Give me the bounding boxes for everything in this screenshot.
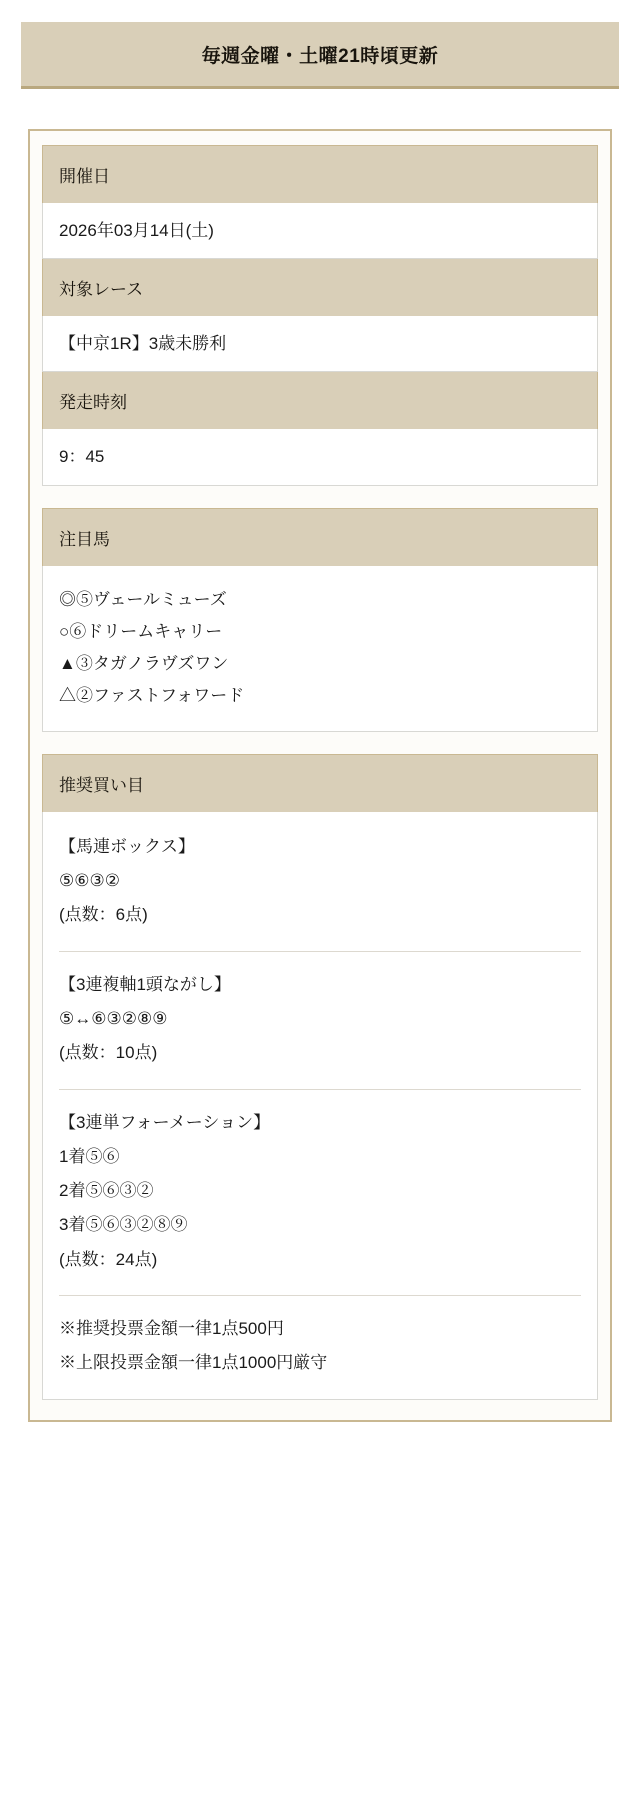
bet-line: 【3連複軸1頭ながし】 [59,974,231,994]
info-value-race: 【中京1R】3歳未勝利 [42,316,598,372]
race-info-section [42,145,598,486]
info-label-date: 開催日 [42,145,598,203]
horse-line: ◎⑤ヴェールミューズ [59,589,227,609]
bet-line: (点数：24点) [59,1249,158,1269]
bet-line: 1着⑤⑥ [59,1146,120,1166]
bet-line: 3着⑤⑥③②⑧⑨ [59,1215,188,1235]
featured-horses-label: 注目馬 [42,508,598,566]
bet-line: ⑤↔⑥③②⑧⑨ [59,1008,168,1028]
info-label-race: 対象レース [42,259,598,316]
bet-group-umaren-box [59,830,581,933]
note-line: ※推奨投票金額一律1点500円 [59,1319,284,1339]
bet-line: 【3連単フォーメーション】 [59,1112,271,1132]
bet-group-sanrenpuku [59,968,581,1071]
recommended-bets-label: 推奨買い目 [42,754,598,812]
featured-horses-section [42,508,598,732]
bet-group-sanrentan [59,1106,581,1277]
info-row-date [42,145,598,259]
bet-line: ⑤⑥③② [59,871,120,891]
divider [59,1089,581,1090]
featured-horses-list [42,566,598,732]
info-value-posttime: 9：45 [42,429,598,485]
race-info-card [28,129,612,1422]
info-row-race [42,259,598,372]
bet-notes [59,1312,581,1381]
horse-line: ▲③タガノラヴズワン [59,654,229,674]
note-line: ※上限投票金額一律1点1000円厳守 [59,1353,328,1373]
bet-line: (点数：10点) [59,1043,158,1063]
info-row-posttime [42,372,598,485]
info-value-date: 2026年03月14日(土) [42,203,598,259]
horse-line: ○⑥ドリームキャリー [59,621,223,641]
horse-line: △②ファストフォワード [59,686,245,706]
bet-line: 2着⑤⑥③② [59,1181,154,1201]
recommended-bets-body [42,812,598,1400]
banner-title: 毎週金曜・土曜21時頃更新 [201,45,439,67]
bet-line: (点数：6点) [59,905,148,925]
divider [59,951,581,952]
recommended-bets-section [42,754,598,1400]
bet-line: 【馬連ボックス】 [59,836,195,856]
info-label-posttime: 発走時刻 [42,372,598,429]
update-schedule-banner [21,22,619,89]
divider [59,1295,581,1296]
